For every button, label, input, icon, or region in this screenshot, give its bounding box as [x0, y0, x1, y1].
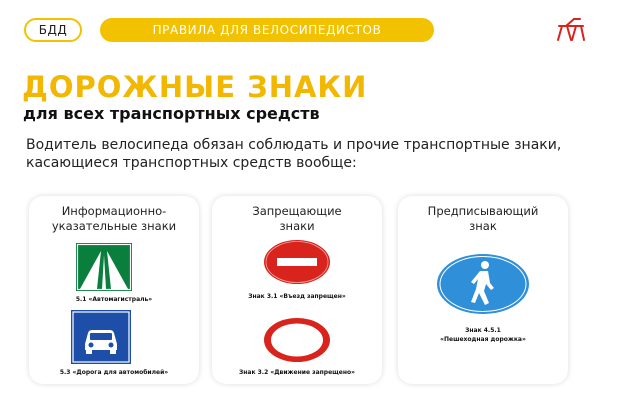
section-banner-label: ПРАВИЛА ДЛЯ ВЕЛОСИПЕДИСТОВ [152, 23, 382, 37]
card-title-line: знак [469, 219, 497, 233]
sign-caption: Знак 3.2 «Движение запрещено» [239, 369, 355, 376]
card-informational-signs [29, 196, 199, 384]
car-road-sign-icon [71, 310, 131, 364]
page-subtitle: для всех транспортных средств [23, 104, 320, 123]
card-title [29, 204, 199, 234]
card-prohibitory-signs [212, 196, 382, 384]
card-title-line: знаки [279, 219, 315, 233]
sign-caption: Знак 3.1 «Въезд запрещен» [248, 293, 346, 300]
sign-caption: 5.3 «Дорога для автомобилей» [59, 369, 169, 376]
bdd-tag-label: БДД [38, 23, 68, 37]
sign-caption: 5.1 «Автомагистраль» [75, 296, 153, 303]
no-vehicles-sign-icon [263, 317, 331, 363]
card-title [398, 204, 568, 234]
page-title: ДОРОЖНЫЕ ЗНАКИ [22, 70, 368, 104]
card-title [212, 204, 382, 234]
sign-caption [398, 326, 568, 344]
motorway-sign-icon [76, 243, 132, 291]
card-title-line: Предписывающий [427, 204, 539, 218]
pedestrian-path-sign-icon [436, 253, 530, 315]
lead-text: Водитель велосипеда обязан соблюдать и прочие транспортные знаки, касающиеся транспортных средств вообще: [26, 137, 562, 171]
card-title-line: указательные знаки [51, 219, 177, 233]
card-mandatory-sign [398, 196, 568, 384]
card-title-line: Информационно- [61, 204, 167, 218]
no-entry-sign-icon [263, 239, 331, 285]
bicycle-logo-icon [556, 16, 586, 42]
bdd-tag [24, 18, 82, 42]
section-banner [100, 18, 434, 42]
card-title-line: Запрещающие [252, 204, 342, 218]
sign-caption-line: Знак 4.5.1 [465, 327, 501, 334]
sign-caption-line: «Пешеходная дорожка» [440, 336, 526, 343]
